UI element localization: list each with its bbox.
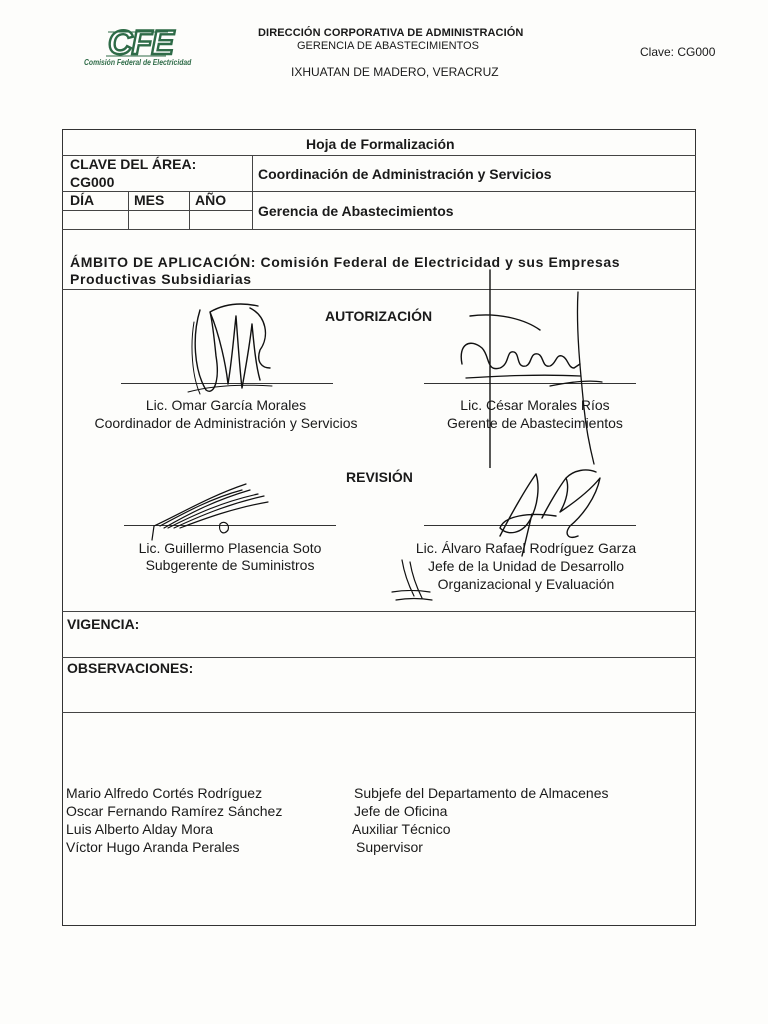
header-direccion: DIRECCIÓN CORPORATIVA DE ADMINISTRACIÓN: [258, 27, 524, 39]
rule-col-divider: [252, 155, 253, 229]
participant-role: Subjefe del Departamento de Almacenes: [354, 785, 609, 801]
autorizacion-heading: AUTORIZACIÓN: [325, 308, 433, 324]
signatory-rev-right-title1: Jefe de la Unidad de Desarrollo: [427, 558, 625, 574]
signature-alvaro-rodriguez: [470, 458, 610, 558]
signatory-auth-left-name: Lic. Omar García Morales: [145, 397, 307, 413]
revision-heading: REVISIÓN: [346, 469, 413, 485]
rule-vigencia: [62, 657, 696, 658]
signatory-auth-left-title: Coordinador de Administración y Servicios: [94, 415, 358, 431]
ambito-line2: Productivas Subsidiarias: [70, 271, 252, 287]
mes-label: MES: [134, 192, 165, 208]
vigencia-label: VIGENCIA:: [67, 616, 140, 632]
clave-area-label: CLAVE DEL ÁREA:: [70, 156, 197, 172]
participant-role: Supervisor: [356, 839, 423, 855]
rule-fecha: [62, 229, 696, 230]
gerencia-label: Gerencia de Abastecimientos: [258, 203, 454, 219]
participant-name: Luis Alberto Alday Mora: [66, 821, 214, 837]
anio-label: AÑO: [195, 192, 227, 208]
header-location: IXHUATAN DE MADERO, VERACRUZ: [291, 65, 499, 79]
rule-signatures: [62, 611, 696, 612]
participant-name: Oscar Fernando Ramírez Sánchez: [66, 803, 283, 819]
signature-guillermo-plasencia: [150, 480, 280, 550]
coordinacion-label: Coordinación de Administración y Servicios: [258, 166, 552, 182]
cfe-logo: [84, 20, 214, 75]
header-gerencia: GERENCIA DE ABASTECIMIENTOS: [297, 40, 479, 52]
clave-area-value: CG000: [70, 174, 115, 190]
signatory-rev-left-title: Subgerente de Suministros: [145, 557, 315, 573]
participant-role: Jefe de Oficina: [354, 803, 448, 819]
signature-omar-garcia: [180, 296, 280, 400]
signatory-auth-right-name: Lic. César Morales Ríos: [460, 397, 610, 413]
form-title: Hoja de Formalización: [306, 136, 455, 152]
signatory-rev-right-name: Lic. Álvaro Rafael Rodríguez Garza: [415, 540, 637, 556]
initials-mark: [388, 556, 438, 606]
signatory-auth-right-title: Gerente de Abastecimientos: [447, 415, 623, 431]
signature-cesar-morales: [440, 268, 610, 468]
signatory-rev-left-name: Lic. Guillermo Plasencia Soto: [138, 540, 322, 556]
logo-subtitle: Comisión Federal de Electricidad: [84, 58, 192, 67]
ambito-line1: ÁMBITO DE APLICACIÓN: Comisión Federal de Electricidad y sus Empresas: [70, 254, 621, 270]
svg-text:CFE: CFE: [108, 24, 173, 62]
dia-label: DÍA: [70, 192, 95, 208]
participant-name: Mario Alfredo Cortés Rodríguez: [66, 785, 263, 801]
signatory-rev-right-title2: Organizacional y Evaluación: [437, 576, 615, 592]
observaciones-label: OBSERVACIONES:: [67, 660, 194, 676]
rule-date-inner: [62, 210, 252, 211]
header-clave: Clave: CG000: [640, 45, 716, 59]
rule-observaciones: [62, 712, 696, 713]
participant-role: Auxiliar Técnico: [352, 821, 451, 837]
participant-name: Víctor Hugo Aranda Perales: [66, 839, 240, 855]
